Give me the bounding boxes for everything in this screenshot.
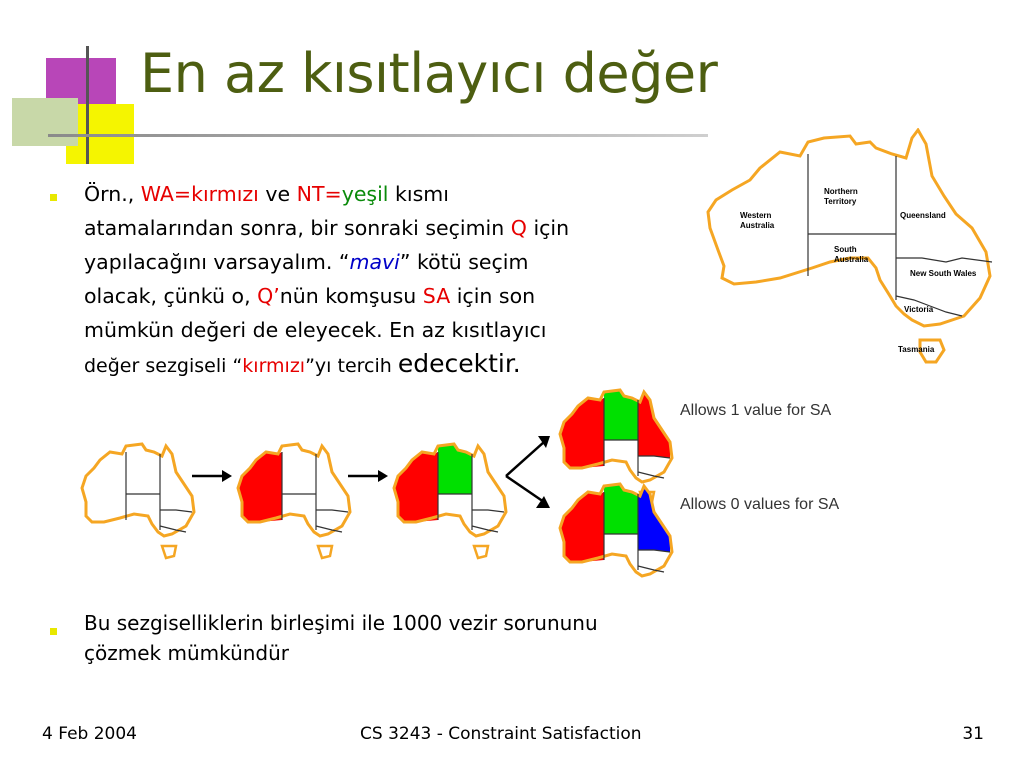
bullet-2-line-1: Bu sezgiselliklerin birleşimi ile 1000 vezir sorununu: [84, 611, 598, 635]
map-label-sa-2: Australia: [834, 255, 869, 264]
coloring-sequence-diagram: [70, 380, 700, 580]
bullet-1-line-6: değer sezgiseli “kırmızı”yı tercih edecektir.: [84, 349, 521, 378]
kirmizi-word: kırmızı: [242, 355, 306, 377]
mini-map-4b: [560, 484, 672, 580]
footer-date: 4 Feb 2004: [42, 724, 137, 744]
mini-map-3: [394, 444, 506, 558]
bullet-1-line-4: olacak, çünkü o, Q’nün komşusu SA için son: [84, 284, 536, 308]
annotation-zero-values: Allows 0 values for SA: [680, 496, 840, 513]
map-label-sa-1: South: [834, 245, 857, 254]
arrow-2-head: [378, 470, 388, 482]
map-label-nt-2: Territory: [824, 197, 857, 206]
bullet-1-line-1: Örn., WA=kırmızı ve NT=yeşil kısmı: [84, 182, 449, 206]
map-label-wa-2: Australia: [740, 221, 775, 230]
bullet-1-line-3: yapılacağını varsayalım. “mavi” kötü seçim: [84, 250, 529, 274]
arrow-1-head: [222, 470, 232, 482]
map-label-q: Queensland: [900, 211, 946, 220]
mini-map-1: [82, 444, 194, 558]
q-variable: Q: [510, 216, 527, 240]
q-nsw-border: [896, 258, 992, 262]
map-label-v: Victoria: [904, 305, 934, 314]
nt-key: NT=: [296, 182, 342, 206]
mavi-word: mavi: [349, 250, 400, 274]
bullet-2-text: [84, 608, 598, 668]
bullet-1-text: [84, 177, 684, 383]
title-underline: [48, 134, 708, 137]
slide-title: En az kısıtlayıcı değer: [140, 42, 718, 105]
annotation-one-value: Allows 1 value for SA: [680, 402, 832, 419]
wa-assignment: WA=kırmızı: [140, 182, 259, 206]
bullet-marker-2: [50, 628, 57, 635]
decor-green-square: [12, 98, 78, 146]
q-variable-2: Q’: [257, 284, 280, 308]
australia-map: [700, 128, 1000, 368]
map-label-nsw: New South Wales: [910, 269, 977, 278]
bullet-1-line-2: atamalarından sonra, bir sonraki seçimin Q için: [84, 216, 570, 240]
nt-value: yeşil: [341, 182, 389, 206]
branch-arrow-up: [506, 442, 544, 476]
decor-vertical-line: [86, 46, 89, 164]
mini-map-2: [238, 444, 350, 558]
sa-variable: SA: [422, 284, 451, 308]
bullet-marker-1: [50, 194, 57, 201]
branch-arrow-down: [506, 476, 544, 502]
map-label-wa-1: Western: [740, 211, 772, 220]
footer-page-number: 31: [962, 724, 984, 744]
bullet-2-line-2: çözmek mümkündür: [84, 641, 290, 665]
map-label-nt-1: Northern: [824, 187, 858, 196]
bullet-1-line-5: mümkün değeri de eleyecek. En az kısıtlayıcı: [84, 318, 547, 342]
footer-course: CS 3243 - Constraint Satisfaction: [360, 724, 642, 744]
map-label-t: Tasmania: [898, 345, 935, 354]
